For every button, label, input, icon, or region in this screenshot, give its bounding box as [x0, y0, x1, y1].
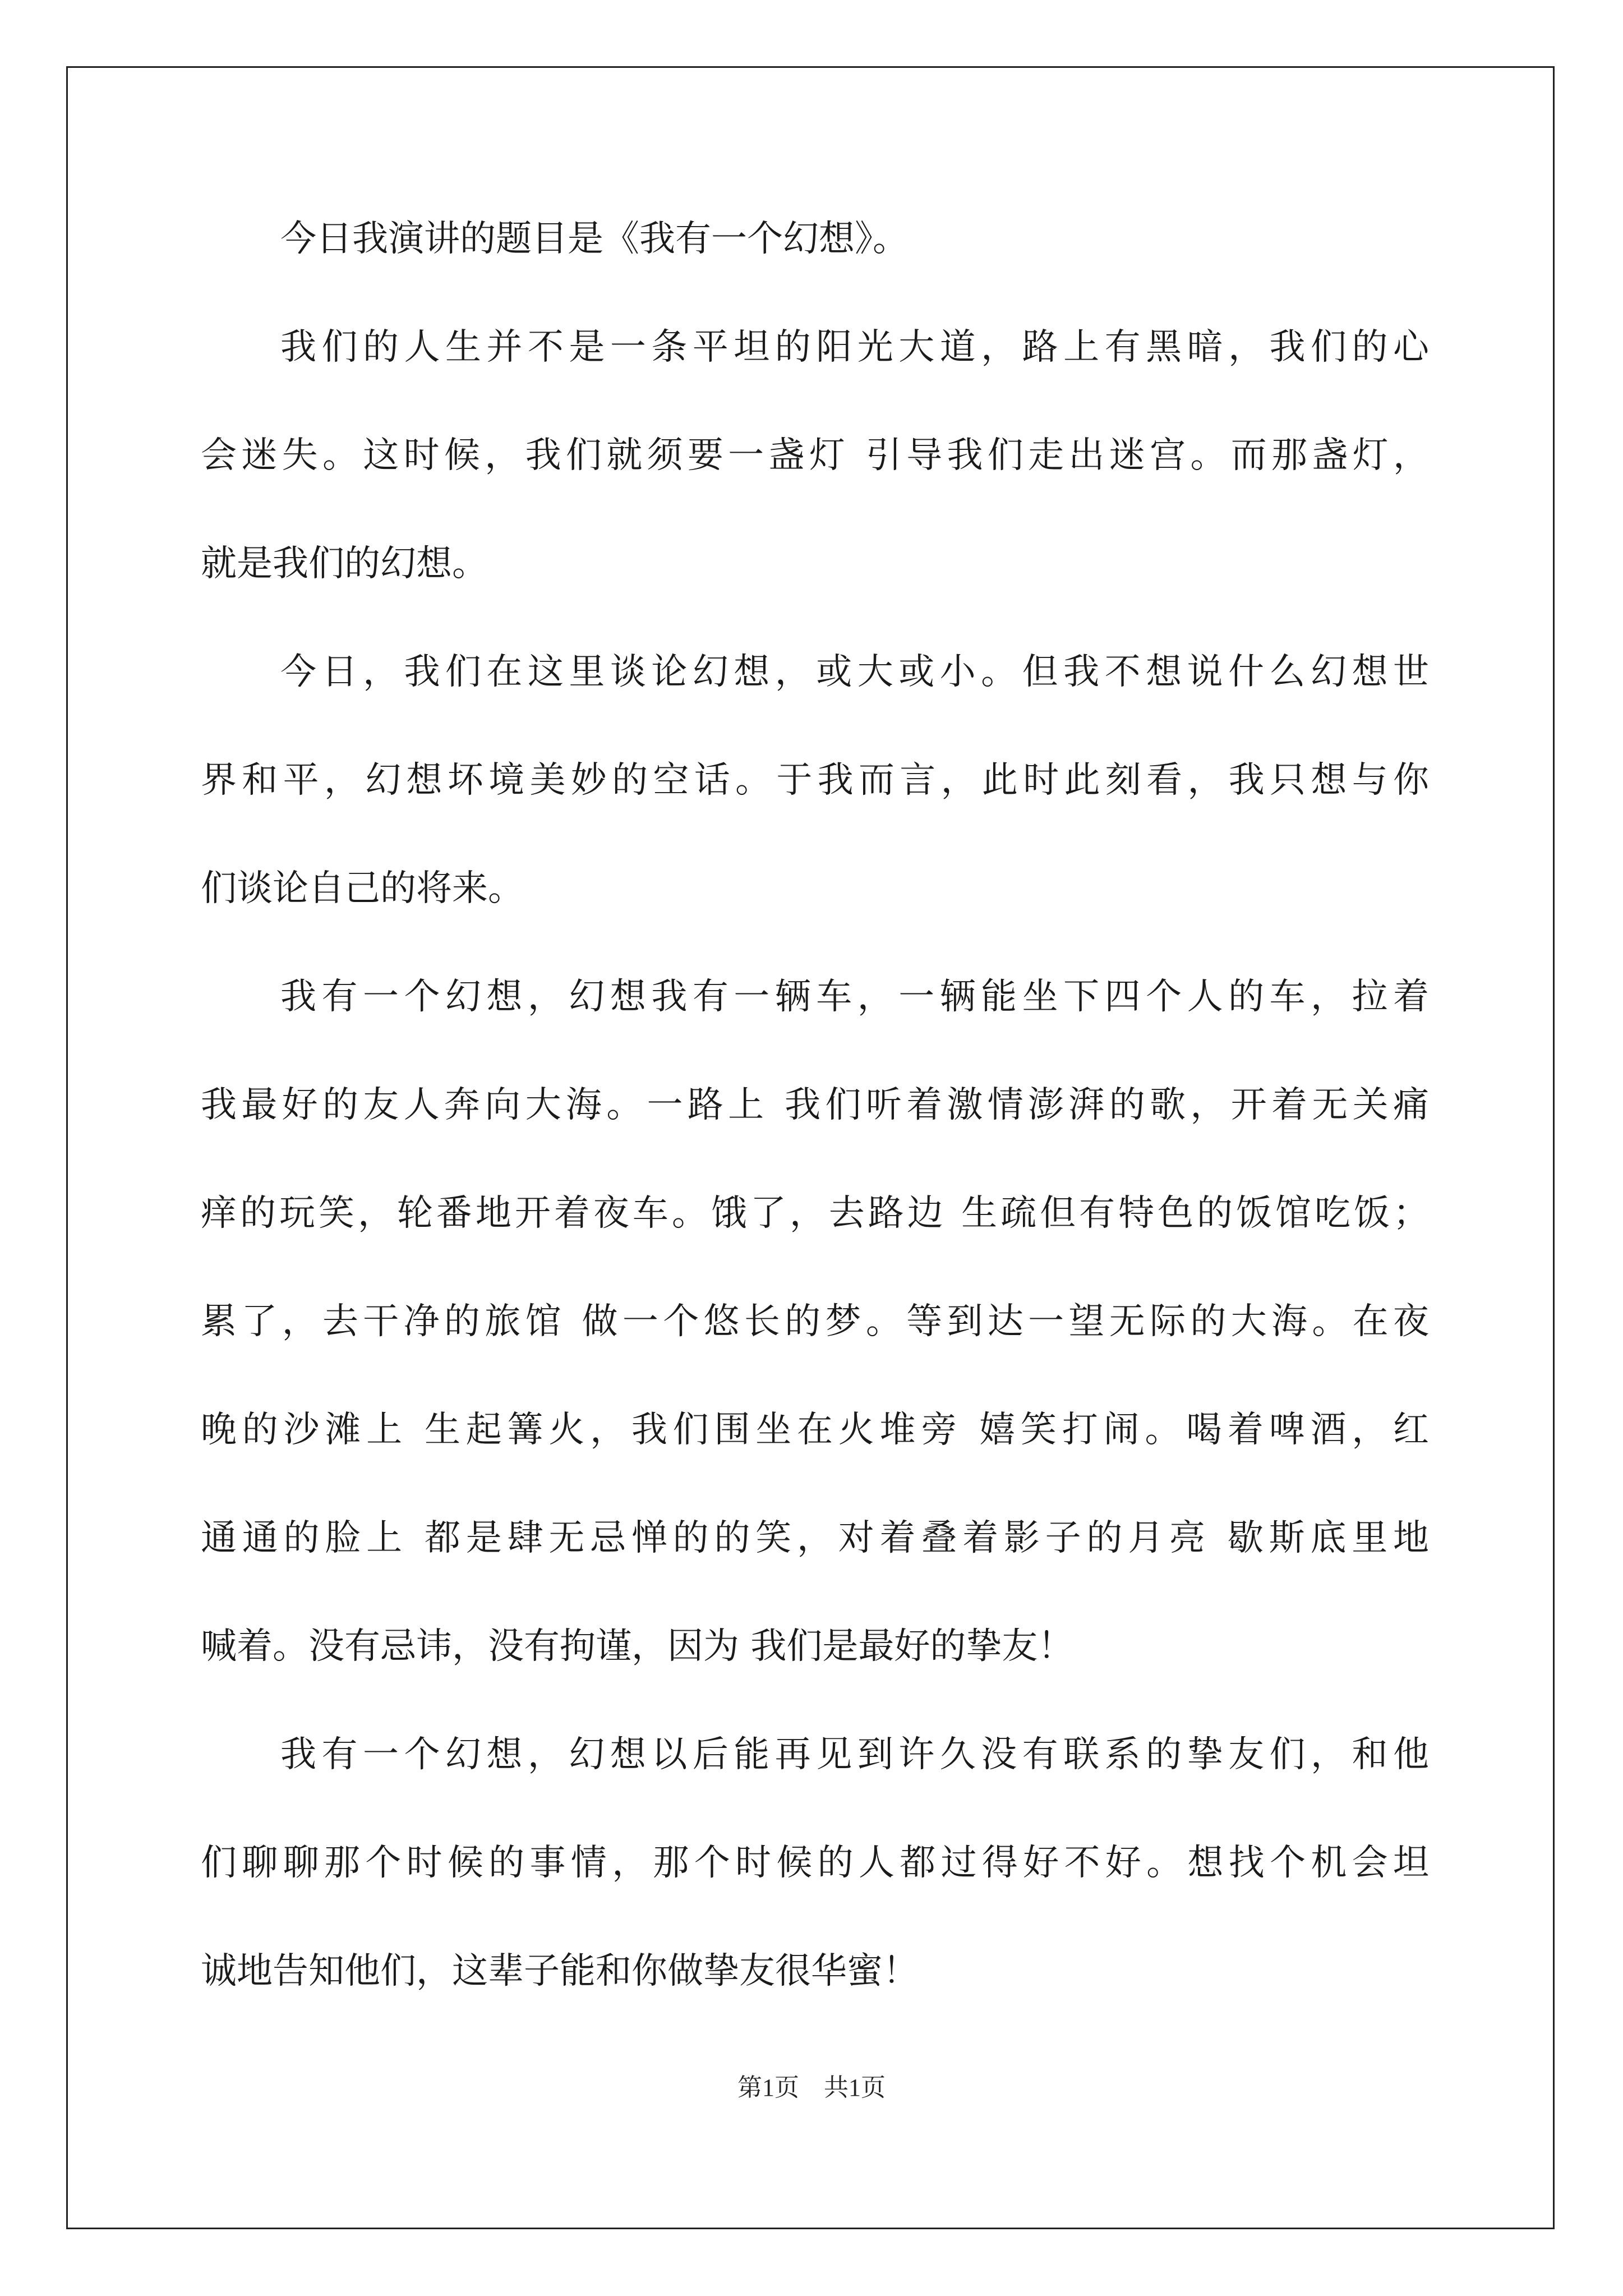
paragraph-3-line-3: 们谈论自己的将来。: [201, 868, 524, 909]
paragraph-2-line-3: 就是我们的幻想。: [201, 543, 488, 585]
paragraph-4-line-4: 累了，去干净的旅馆 做一个悠长的梦。等到达一望无际的大海。在夜: [201, 1301, 1429, 1342]
paragraph-4-line-3: 痒的玩笑，轮番地开着夜车。饿了，去路边 生疏但有特色的饭馆吃饭；: [201, 1193, 1429, 1234]
paragraph-3-line-2: 界和平，幻想坏境美妙的空话。于我而言，此时此刻看，我只想与你: [201, 760, 1429, 801]
paragraph-5-line-3: 诚地告知他们，这辈子能和你做挚友很华蜜！: [201, 1950, 919, 1992]
paragraph-4-line-6: 通通的脸上 都是肆无忌惮的的笑，对着叠着影子的月亮 歇斯底里地: [201, 1517, 1429, 1559]
paragraph-2-line-1: 我们的人生并不是一条平坦的阳光大道，路上有黑暗，我们的心: [280, 326, 1429, 368]
paragraph-5-line-1: 我有一个幻想，幻想以后能再见到许久没有联系的挚友们，和他: [280, 1734, 1429, 1775]
paragraph-5-line-2: 们聊聊那个时候的事情，那个时候的人都过得好不好。想找个机会坦: [201, 1842, 1429, 1884]
paragraph-4-line-5: 晚的沙滩上 生起篝火，我们围坐在火堆旁 嬉笑打闹。喝着啤酒，红: [201, 1409, 1429, 1451]
paragraph-4-line-7: 喊着。没有忌讳，没有拘谨，因为 我们是最好的挚友！: [201, 1626, 1074, 1667]
page-number-footer: 第1页 共1页: [737, 2074, 886, 2101]
paragraph-2-line-2: 会迷失。这时候，我们就须要一盏灯 引导我们走出迷宫。而那盏灯，: [201, 435, 1429, 476]
paragraph-4-line-2: 我最好的友人奔向大海。一路上 我们听着激情澎湃的歌，开着无关痛: [201, 1084, 1429, 1126]
paragraph-4-line-1: 我有一个幻想，幻想我有一辆车，一辆能坐下四个人的车，拉着: [280, 976, 1429, 1018]
document-body: [201, 217, 1429, 1994]
paragraph-1-line-1: 今日我演讲的题目是《我有一个幻想》。: [280, 218, 909, 260]
paragraph-3-line-1: 今日，我们在这里谈论幻想，或大或小。但我不想说什么幻想世: [280, 651, 1429, 693]
